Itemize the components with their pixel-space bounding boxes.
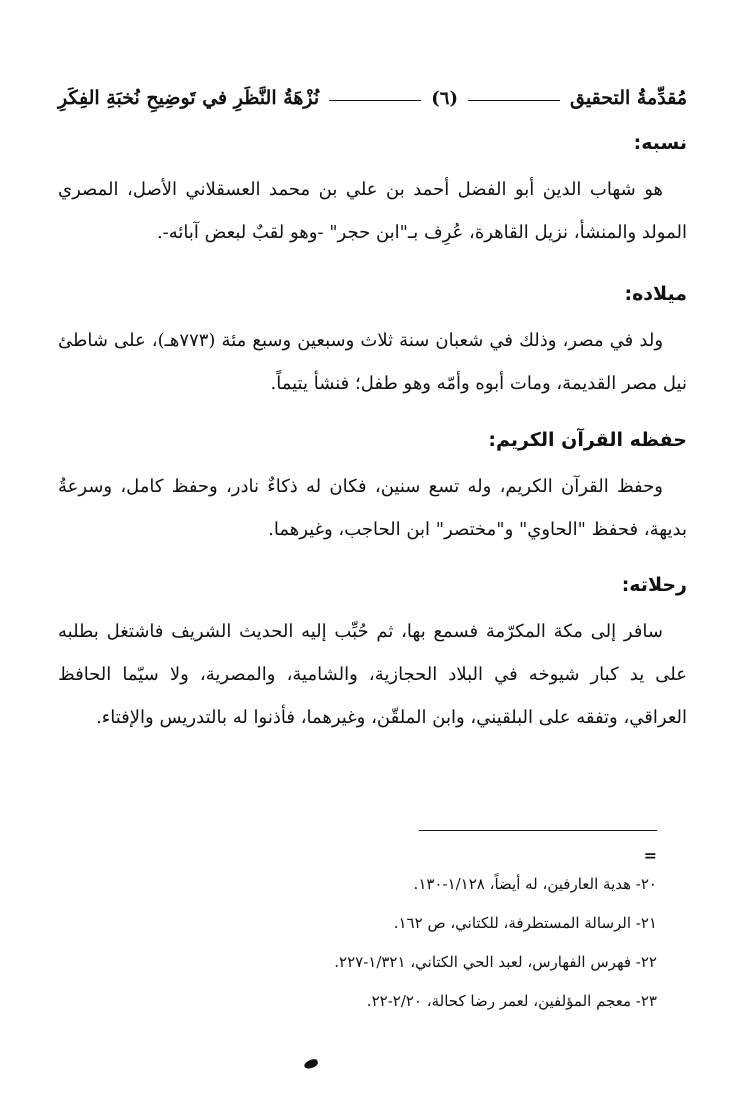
section-birth	[58, 283, 687, 405]
page-number: (٦)	[431, 87, 458, 109]
header-rule-right	[468, 100, 560, 101]
section-lineage	[58, 132, 687, 254]
section-quran-memorization	[58, 429, 687, 551]
section-heading: حفظه القرآن الكريم:	[488, 429, 687, 451]
section-paragraph: ولد في مصر، وذلك في شعبان سنة ثلاث وسبعين وسبع مئة (٧٧٣هـ)، على شاطئ نيل مصر القديمة، ومات أبوه وأمّه وهو طفل؛ فنشأ يتيماً.	[58, 330, 687, 394]
section-travels	[58, 574, 687, 739]
footnote: ٢٢- فهرس الفهارس، لعبد الحي الكتاني، ١/٣٢١-٢٢٧.	[334, 953, 657, 971]
footnote: ٢٠- هدية العارفين، له أيضاً، ١/١٢٨-١٣٠.	[413, 875, 657, 893]
footnote-continuation-marker: =	[643, 846, 657, 865]
footnote-separator	[419, 830, 657, 831]
ink-spot	[303, 1058, 319, 1070]
section-paragraph: هو شهاب الدين أبو الفضل أحمد بن علي بن محمد العسقلاني الأصل، المصري المولد والمنشأ، نزيل القاهرة، عُرِف بـ"ابن حجر" -وهو لقبٌ لبعض آبائه-.	[58, 179, 687, 243]
section-paragraph: سافر إلى مكة المكرّمة فسمع بها، ثم حُبِّب إليه الحديث الشريف فاشتغل بطلبه على يد كبار شيوخه في البلاد الحجازية، والشامية، والمصرية، ولا سيّما الحافظ العراقي، وتفقه على البلقيني، وابن الملقّن، وغيرهما، فأذنوا له بالتدريس والإفتاء.	[58, 621, 687, 728]
book-title: نُزْهَةُ النَّظَرِ في تَوضِيحِ نُخبَةِ الفِكَرِ	[57, 87, 320, 109]
section-paragraph: وحفظ القرآن الكريم، وله تسع سنين، فكان له ذكاءٌ نادر، وحفظ كامل، وسرعةُ بديهة، فحفظ "الحاوي" و"مختصر" ابن الحاجب، وغيرهما.	[58, 476, 687, 540]
section-heading: نسبه:	[633, 132, 687, 154]
section-title: مُقدِّمةُ التحقيق	[570, 87, 687, 109]
header-rule-left	[329, 100, 421, 101]
footnote: ٢٣- معجم المؤلفين، لعمر رضا كحالة، ٢/٢٠-٢٢.	[366, 992, 657, 1010]
section-heading: ميلاده:	[624, 283, 687, 305]
running-header	[58, 80, 687, 116]
footnote: ٢١- الرسالة المستطرفة، للكتاني، ص ١٦٢.	[393, 914, 657, 932]
footnotes	[100, 865, 657, 1021]
section-heading: رحلاته:	[621, 574, 687, 596]
